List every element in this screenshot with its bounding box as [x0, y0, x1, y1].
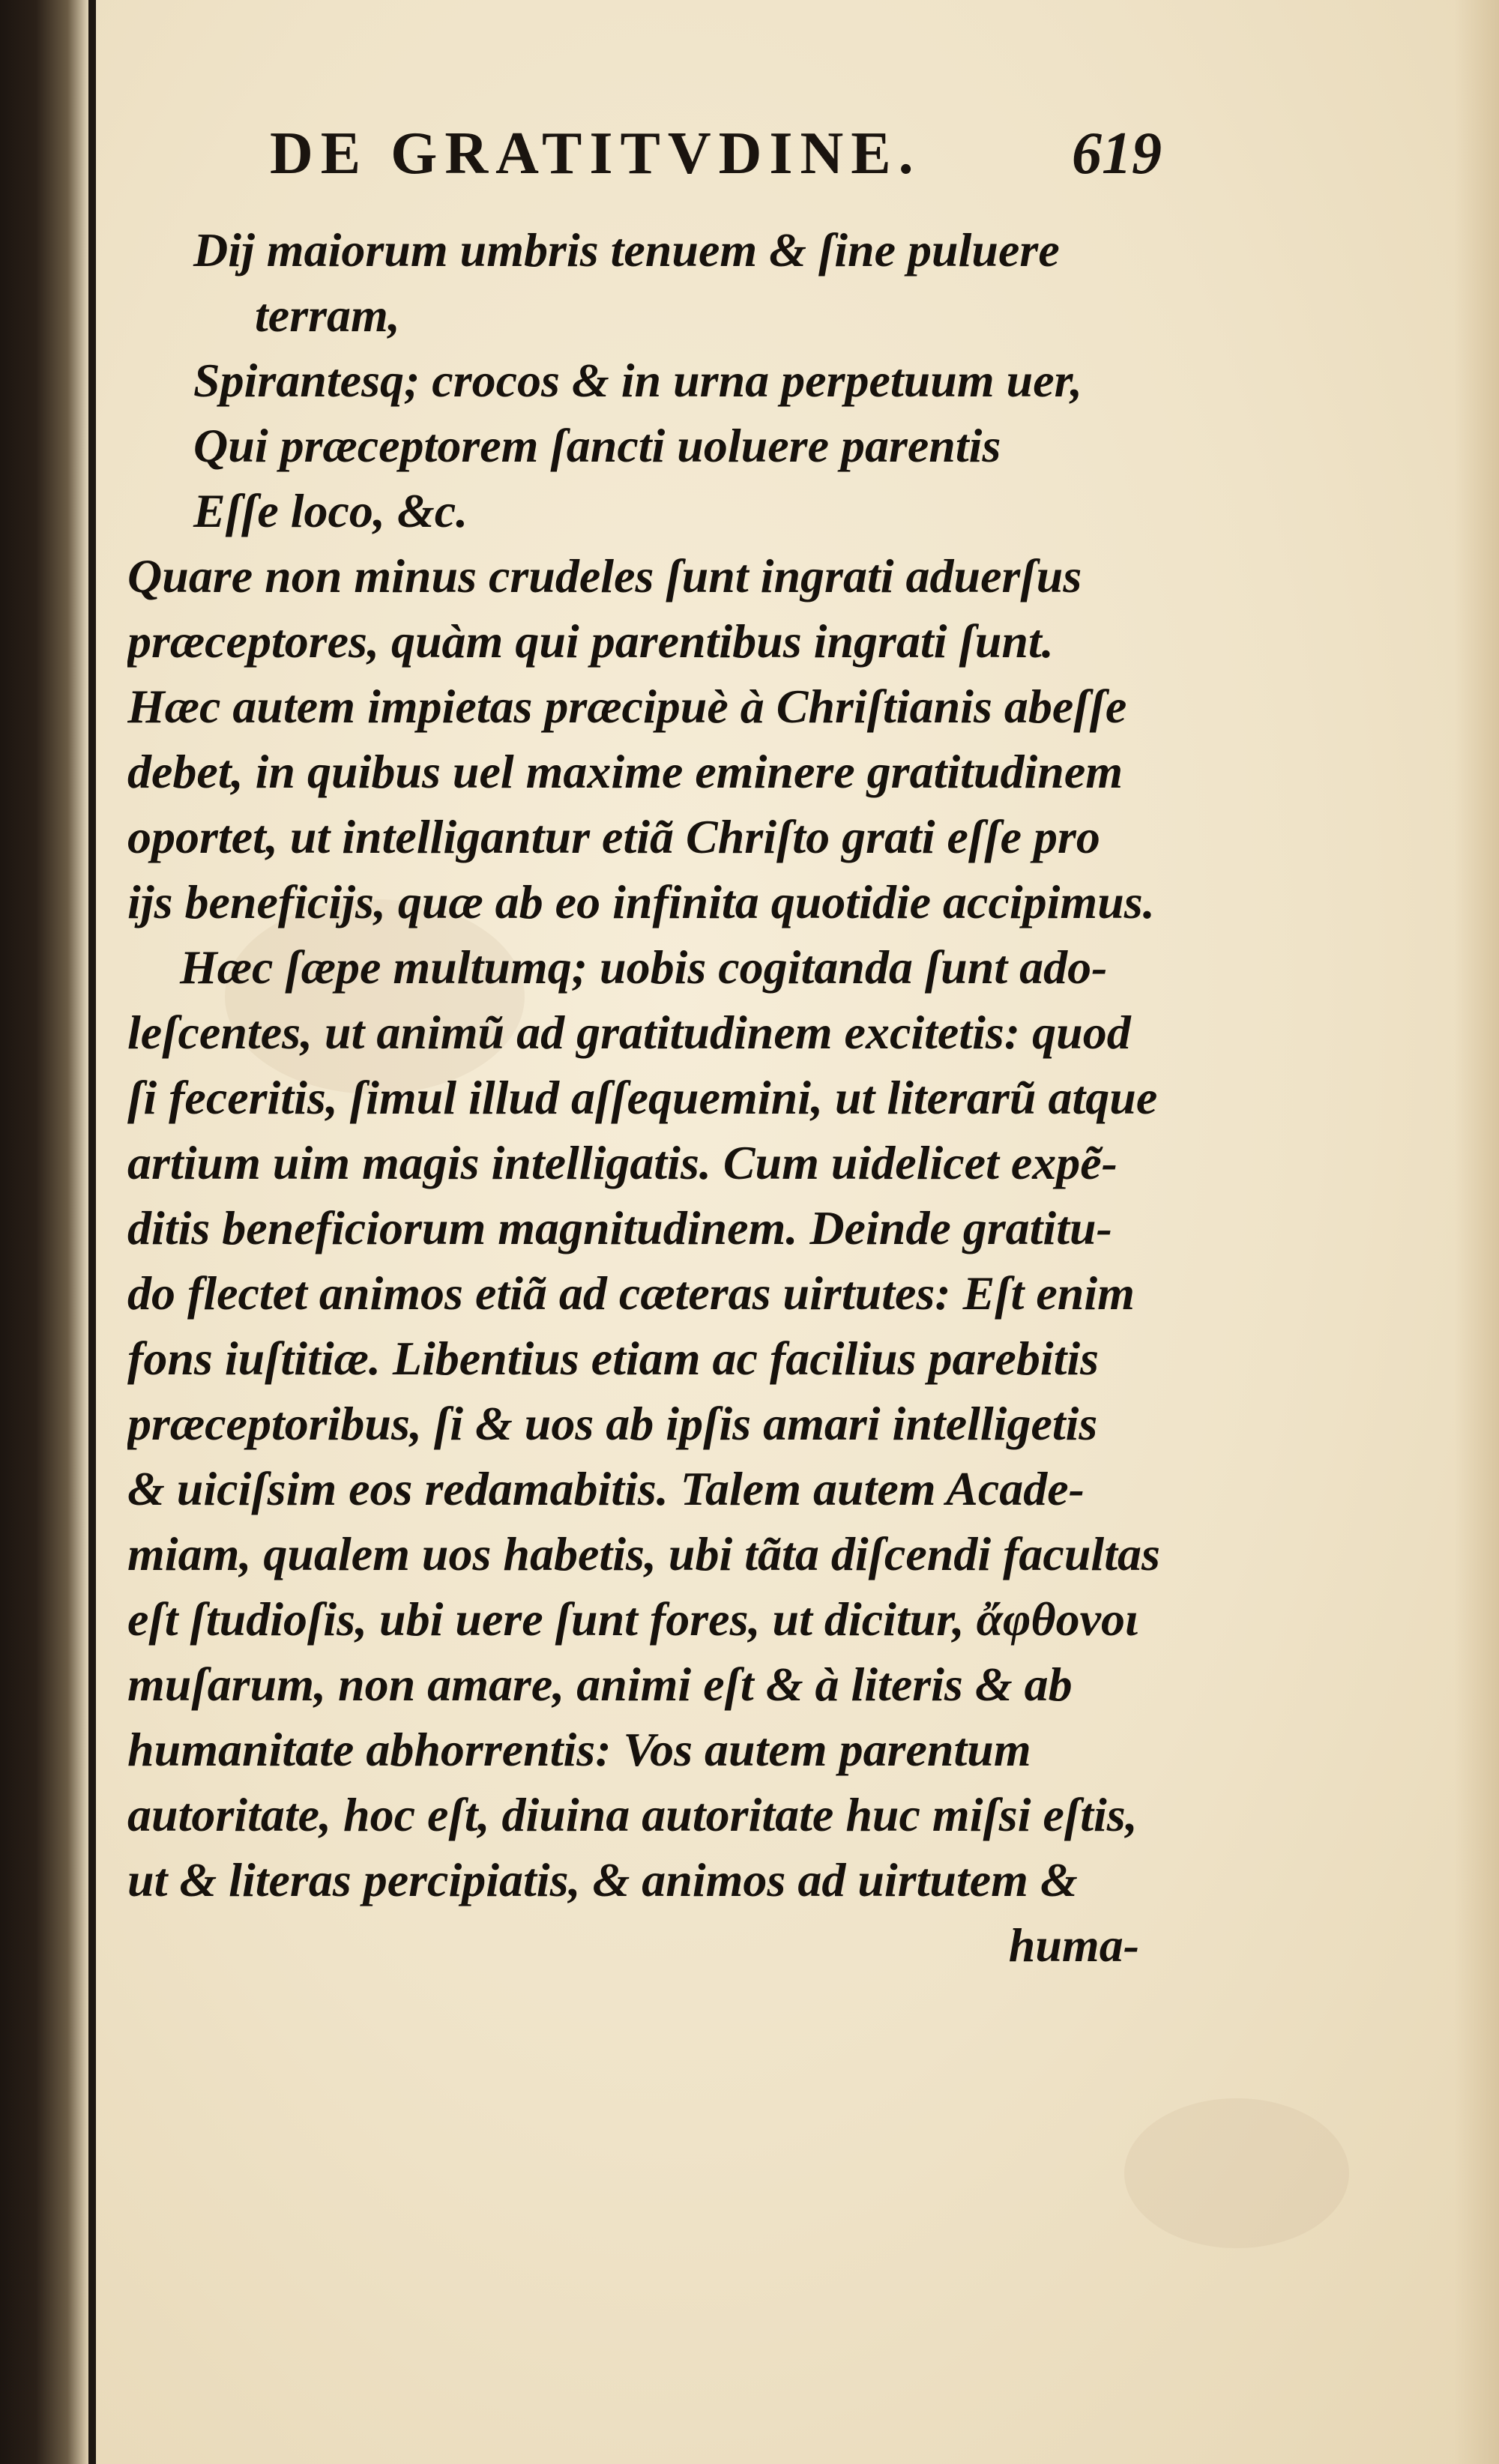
text-line: fons iuſtitiæ. Libentius etiam ac facilius parebitis: [127, 1332, 1100, 1385]
text-line: præceptores, quàm qui parentibus ingrati ſunt.: [127, 615, 1054, 668]
verse-line: terram,: [255, 289, 400, 342]
text-line: & uiciſsim eos redamabitis. Talem autem Acade-: [127, 1462, 1085, 1515]
text-line: ut & literas percipiatis, & animos ad uirtutem &: [127, 1853, 1078, 1906]
verse-line: Eſſe loco, &c.: [193, 484, 468, 537]
text-line: humanitate abhorrentis: Vos autem parentum: [127, 1723, 1031, 1776]
page-edge: [1454, 0, 1499, 2464]
page-gutter-shadow: [0, 0, 90, 2464]
page-number: 619: [1072, 121, 1162, 187]
page-header: [270, 120, 1162, 187]
paper-stain: [1124, 2098, 1349, 2248]
body-text: [127, 217, 1169, 1978]
text-line: Quare non minus crudeles ſunt ingrati aduerſus: [127, 549, 1082, 603]
paragraph-first-line: Hæc ſæpe multumq; uobis cogitanda ſunt ado-: [180, 940, 1108, 994]
text-line: autoritate, hoc eſt, diuina autoritate huc miſsi eſtis,: [127, 1788, 1138, 1841]
binding-edge: [88, 0, 96, 2464]
text-line: præceptoribus, ſi & uos ab ipſis amari intelligetis: [127, 1397, 1098, 1450]
text-line: artium uim magis intelligatis. Cum uidelicet expẽ-: [127, 1136, 1118, 1189]
text-line: ijs beneficijs, quæ ab eo infinita quotidie accipimus.: [127, 875, 1155, 928]
text-line: ſi feceritis, ſimul illud aſſequemini, ut literarũ atque: [127, 1071, 1158, 1124]
text-line: do flectet animos etiã ad cæteras uirtutes: Eſt enim: [127, 1266, 1135, 1320]
text-line: eſt ſtudioſis, ubi uere ſunt fores, ut dicitur, ἄφθονοι: [127, 1592, 1138, 1646]
text-line: muſarum, non amare, animi eſt & à literis & ab: [127, 1658, 1073, 1711]
verse-line: Dij maiorum umbris tenuem & ſine puluere: [193, 223, 1060, 277]
text-line: leſcentes, ut animũ ad gratitudinem excitetis: quod: [127, 1006, 1131, 1059]
verse-line: Qui præceptorem ſancti uoluere parentis: [193, 419, 1001, 472]
text-line: debet, in quibus uel maxime eminere gratitudinem: [127, 745, 1124, 798]
running-title: DE GRATITVDINE.: [270, 121, 921, 187]
text-line: oportet, ut intelligantur etiã Chriſto grati eſſe pro: [127, 810, 1100, 863]
text-line: miam, qualem uos habetis, ubi tãta diſcendi facultas: [127, 1527, 1160, 1580]
text-line: ditis beneficiorum magnitudinem. Deinde gratitu-: [127, 1201, 1112, 1254]
catchword: huma-: [1008, 1918, 1139, 1972]
verse-line: Spirantesq; crocos & in urna perpetuum uer,: [193, 354, 1082, 407]
text-line: Hæc autem impietas præcipuè à Chriſtianis abeſſe: [127, 680, 1127, 733]
